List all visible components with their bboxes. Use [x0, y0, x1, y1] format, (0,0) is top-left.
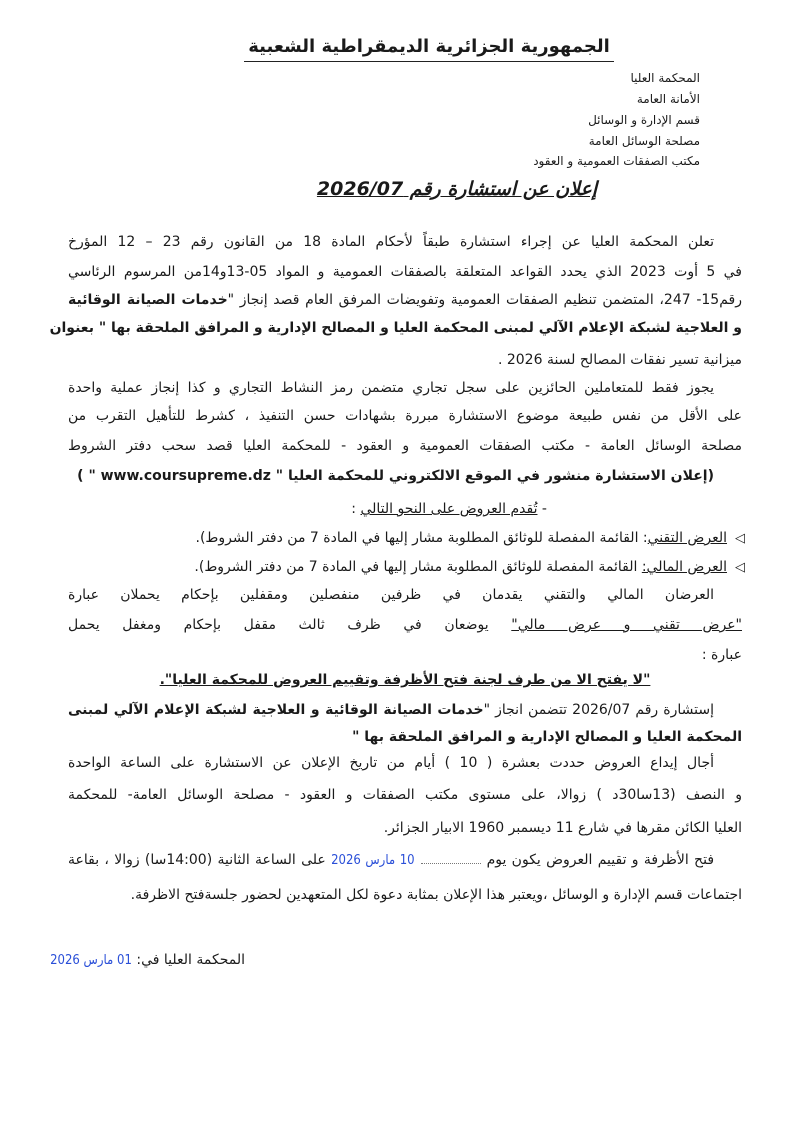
body-text: على الساعة الثانية (14:00سا) زوالا ، بقاعة: [68, 852, 326, 868]
body-line: العليا الكائن مقرها في شارع 11 ديسمبر 1960 الابيار الجزائر.: [383, 820, 742, 836]
org-line: قسم الإدارة و الوسائل: [588, 113, 700, 127]
body-line: يجوز فقط للمتعاملين الحائزين على سجل تجاري متضمن رمز النشاط التجاري و كذا إنجاز عملية واحدة: [68, 380, 714, 396]
body-text: فتح الأظرفة و تقييم العروض يكون يوم: [486, 852, 715, 868]
arrow-bullet-icon: ◁: [735, 560, 745, 575]
technical-offer-label: العرض التقني: [647, 530, 727, 546]
dash: -: [537, 501, 547, 517]
signature-place: المحكمة العليا في:: [136, 952, 245, 968]
body-line: [68, 290, 742, 310]
signature-date-handwritten: 01 مارس 2026: [50, 953, 132, 968]
website-line: (إعلان الاستشارة منشور في الموقع الالكتروني للمحكمة العليا " www.coursupreme.dz " ): [77, 468, 714, 484]
body-line: عبارة :: [701, 647, 742, 663]
offers-intro: [68, 499, 742, 519]
opening-date-line: [68, 850, 742, 871]
body-line: [68, 700, 742, 720]
arrow-bullet-icon: ◁: [735, 531, 745, 546]
financial-offer-item: [40, 557, 745, 578]
signature-line: [40, 950, 245, 971]
body-line: المحكمة العليا و المصالح الإدارية و المرافق الملحقة بها ": [352, 729, 742, 745]
technical-offer-text: : القائمة المفصلة للوثائق المطلوبة مشار إليها في المادة 7 من دفتر الشروط).: [195, 530, 648, 546]
org-line: الأمانة العامة: [636, 92, 700, 106]
body-line: مصلحة الوسائل العامة - مكتب الصفقات العمومية و العقود - للمحكمة العليا قصد سحب دفتر الشروط: [68, 438, 742, 454]
colon: :: [351, 501, 361, 517]
financial-offer-label: العرض المالي:: [641, 559, 727, 575]
envelope-label: "عرض تقني و عرض مالي": [511, 617, 742, 633]
body-text: يوضعان في ظرف ثالث مقفل بإحكام ومغفل يحمل: [68, 617, 512, 633]
org-line: المحكمة العليا: [630, 71, 700, 85]
announcement-heading: [0, 178, 794, 200]
technical-offer-item: [40, 528, 745, 549]
body-line: اجتماعات قسم الإدارة و الوسائل ،ويعتبر هذا الإعلان بمثابة دعوة لكل المتعهدين لحضور جلسةفتح الاظرفة.: [130, 887, 742, 903]
body-line: [68, 615, 742, 635]
body-line: على الأقل من نفس طبيعة موضوع الاستشارة مبررة بشهادات حسن التنفيذ ، كشرط للتأهيل التقرب من: [68, 408, 742, 424]
org-line: مكتب الصفقات العمومية و العقود: [533, 154, 700, 168]
body-line: أجال إيداع العروض حددت بعشرة ( 10 ) أيام من تاريخ الإعلان عن الاستشارة على الساعة الواحدة: [68, 755, 714, 771]
body-line: و العلاجية لشبكة الإعلام الآلي لمبنى المحكمة العليا و المصالح الإدارية و المرافق الملحقة بها " بعنوان: [49, 320, 742, 336]
body-line: العرضان المالي والتقني يقدمان في ظرفين منفصلين ومقفلين بإحكام يحملان عبارة: [68, 587, 714, 603]
body-line: في 5 أوت 2023 الذي يحدد القواعد المتعلقة بالصفقات العمومية و المواد 05-13و14من المرسوم الرئاسي: [68, 264, 742, 280]
body-text: رقم15- 247، المتضمن تنظيم الصفقات العمومية وتفويضات المرفق العام قصد إنجاز ": [227, 292, 742, 308]
body-line: ميزانية تسير نفقات المصالح لسنة 2026 .: [497, 352, 742, 368]
dotted-fill: [421, 863, 481, 864]
republic-title: [0, 36, 794, 57]
offers-intro-text: تُقدم العروض على النحو التالي: [360, 501, 538, 517]
body-line: و النصف (13سا30د ) زوالا، على مستوى مكتب الصفقات و العقود - مصلحة الوسائل العامة- للمحكمة: [68, 787, 742, 803]
envelope-quote: "لا يفتح الا من طرف لجنة فتح الأظرفة وتقييم العروض للمحكمة العليا".: [159, 672, 651, 688]
financial-offer-text: القائمة المفصلة للوثائق المطلوبة مشار إليها في المادة 7 من دفتر الشروط).: [194, 559, 642, 575]
service-title: خدمات الصيانة الوقائية و العلاجية لشبكة الإعلام الآلي لمبنى: [68, 702, 484, 718]
announcement-heading-text: إعلان عن استشارة رقم 2026/07: [316, 178, 598, 200]
body-text: إستشارة رقم 2026/07 تتضمن انجاز ": [483, 702, 714, 718]
service-title: خدمات الصيانة الوقائية: [68, 292, 228, 308]
body-line: تعلن المحكمة العليا عن إجراء استشارة طبقاً لأحكام المادة 18 من القانون رقم 23 – 12 المؤرخ: [68, 234, 714, 250]
republic-title-text: الجمهورية الجزائرية الديمقراطية الشعبية: [244, 36, 614, 62]
opening-date-handwritten: 10 مارس 2026: [331, 853, 415, 868]
org-line: مصلحة الوسائل العامة: [588, 134, 700, 148]
